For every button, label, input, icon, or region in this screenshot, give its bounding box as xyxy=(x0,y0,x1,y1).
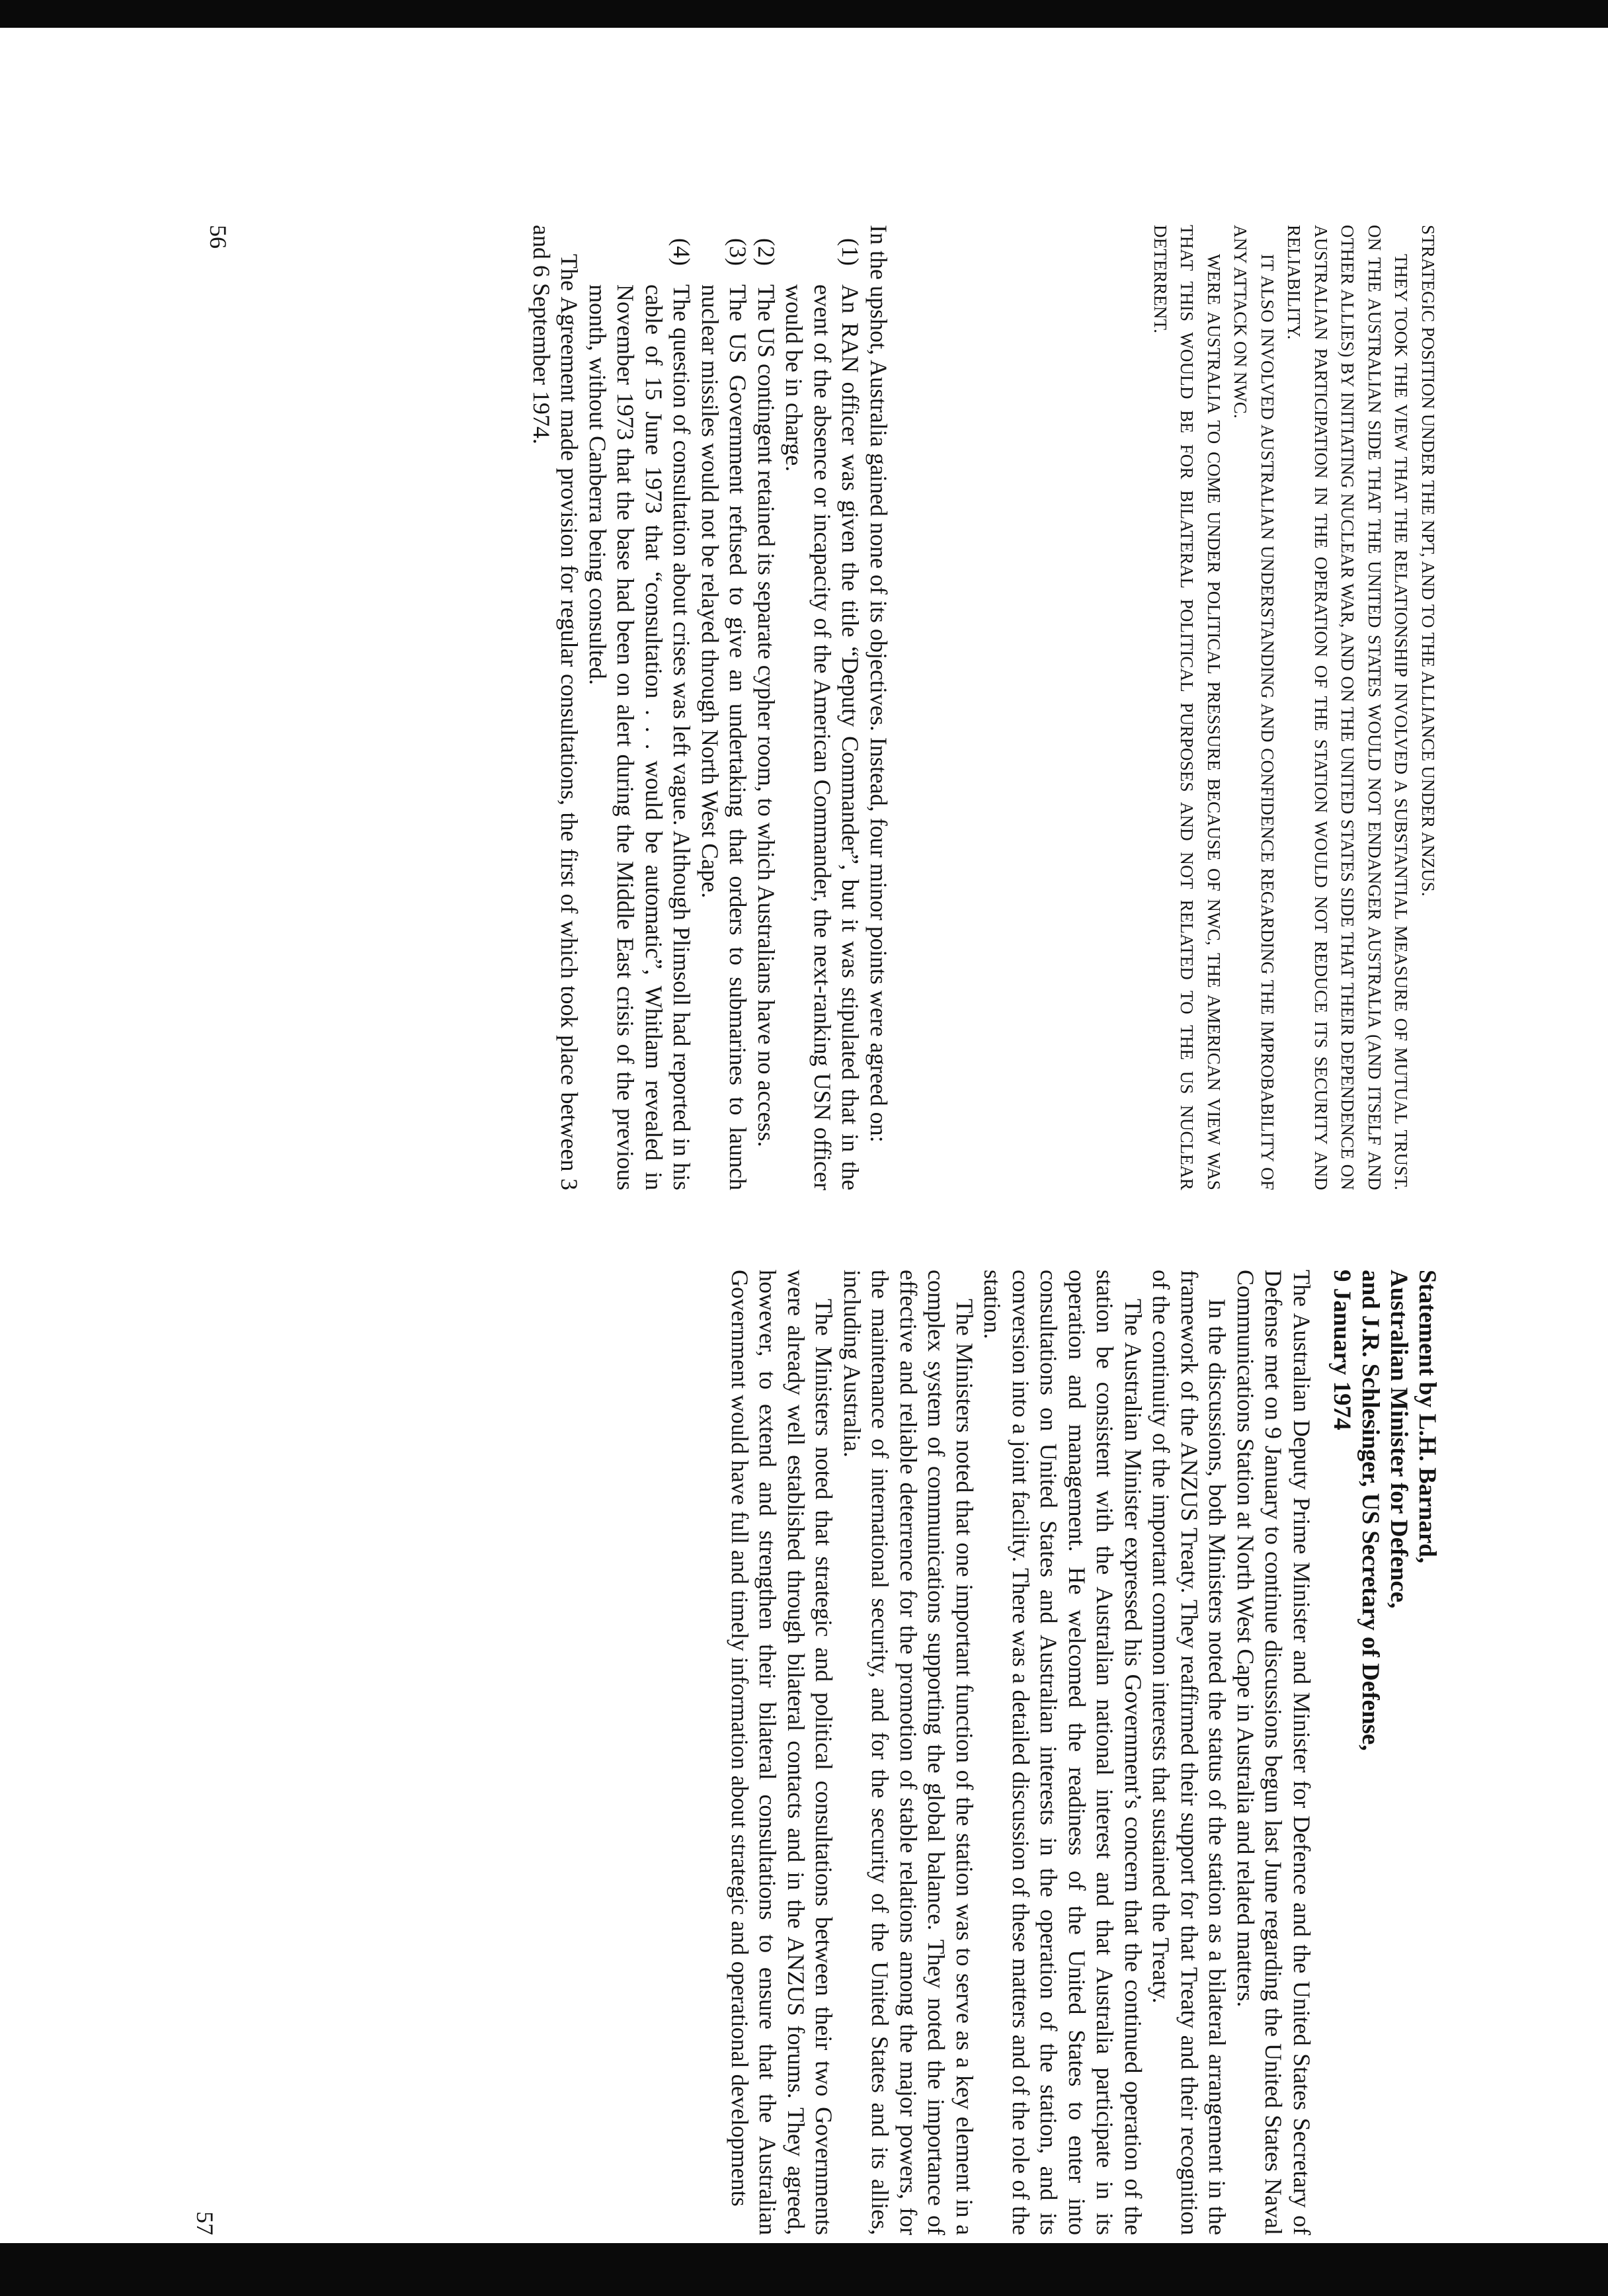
statement-title-line: 9 January 1974 xyxy=(1328,1270,1355,1430)
agreed-points-list xyxy=(584,225,865,1190)
scan-edge-top xyxy=(0,0,1608,28)
list-item xyxy=(780,225,865,1190)
page-56 xyxy=(198,225,1441,1190)
statement-title-line: Statement by L.H. Barnard, xyxy=(1414,1270,1441,1563)
intro-paragraph: In the upshot, Australia gained none of its objectives. Instead, four minor points were agreed on: xyxy=(865,225,892,1143)
closing-paragraph: The Agreement made provision for regular consultations, the first of which took place between 3 and 6 September 1974. xyxy=(528,225,583,1190)
statement-title-line: Australian Minister for Defence, xyxy=(1385,1270,1412,1609)
list-item-text: The US contingent retained its separate cypher room, to which Australians have no access. xyxy=(753,284,780,1147)
caps-paragraph: THEY TOOK THE VIEW THAT THE RELATIONSHIP INVOLVED A SUBSTANTIAL MEASURE OF MUTUAL TRUST. ON THE AUSTRALIAN SIDE THAT THE UNITED STATES WOULD NOT ENDANGER AUSTRALIA (AND ITSELF AND OTHER ALLIES) BY INITIATING NUCLEAR WAR, AND ON THE UNITED STATES SIDE THAT THEIR DEPENDENCE ON AUSTRALIAN PARTICIPATION IN THE OPERATION OF THE STATION WOULD NOT REDUCE ITS SECURITY AND RELIABILITY. xyxy=(1284,225,1412,1190)
statement-paragraph: The Ministers noted that one important function of the station was to serve as a key element in a complex system of communications supporting the global balance. They noted the importance of effective and reliable deterrence for the promotion of stable relations among the major powers, for the maintenance of international security, and for the security of the United States and its allies, including Australia. xyxy=(839,1270,978,2235)
list-item-text: The US Government refused to give an undertaking that orders to submarines to launch nuclear missiles would not be relayed through North West Cape. xyxy=(697,284,752,1190)
list-item-text: An RAN officer was given the title “Deputy Commander”, but it was stipulated that in the event of the absence or incapacity of the American Commander, the next-ranking USN officer would be in charge. xyxy=(781,284,864,1190)
body-block xyxy=(528,225,893,1190)
list-item xyxy=(584,225,696,1190)
list-item-number: (2) xyxy=(753,238,780,266)
caps-paragraph: WERE AUSTRALIA TO COME UNDER POLITICAL PRESSURE BECAUSE OF NWC, THE AMERICAN VIEW WAS THAT THIS WOULD BE FOR BILATERAL POLITICAL PURPOSES AND NOT RELATED TO THE US NUCLEAR DETERRENT. xyxy=(1150,225,1224,1190)
list-item-number: (4) xyxy=(668,238,696,266)
list-item xyxy=(696,225,752,1190)
page-57 xyxy=(192,1270,1441,2235)
statement-paragraph: The Ministers noted that strategic and political consultations between their two Governments were already well established through bilateral contacts and in the ANZUS forums. They agreed, however, to extend and strengthen their bilateral consultations to ensure that the Australian Government would have full and timely information about strategic and operational developments xyxy=(727,1270,838,2235)
statement-paragraph: The Australian Minister expressed his Government’s concern that the continued operation of the station be consistent with the Australian national interest and that Australia participate in its operation and management. He welcomed the readiness of the United States to enter into consultations on United States and Australian interests in the operation of the station, and its conversion into a joint facility. There was a detailed discussion of these matters and of the role of the station. xyxy=(979,1270,1146,2235)
list-item-text: The question of consultation about crises was left vague. Although Plimsoll had reported in his cable of 15 June 1973 that “consultation . . . would be automatic”, Whitlam revealed in November 1973 that the base had been on alert during the Middle East crisis of the previous month, without Canberra being consulted. xyxy=(584,284,696,1190)
statement-paragraph: In the discussions, both Ministers noted the status of the station as a bilateral arrangement in the framework of the ANZUS Treaty. They reaffirmed their support for that Treaty and their recognition of the continuity of the important common interests that sustained the Treaty. xyxy=(1148,1270,1231,2235)
caps-paragraph: STRATEGIC POSITION UNDER THE NPT, AND TO THE ALLIANCE UNDER ANZUS. xyxy=(1418,225,1438,897)
caps-quotation-block xyxy=(1147,225,1442,1190)
page-number: 57 xyxy=(192,2211,218,2235)
list-item-number: (3) xyxy=(725,238,752,266)
page-number: 56 xyxy=(205,225,231,249)
scan-edge-bottom xyxy=(0,2243,1608,2296)
list-item xyxy=(752,225,781,1190)
statement-paragraph: The Australian Deputy Prime Minister and Minister for Defence and the United States Secretary of Defense met on 9 January to continue discussions begun last June regarding the United States Naval Communications Station at North West Cape in Australia and related matters. xyxy=(1232,1270,1315,2235)
statement-title-line: and J.R. Schlesinger, US Secretary of Defense, xyxy=(1357,1270,1384,1751)
caps-paragraph: IT ALSO INVOLVED AUSTRALIAN UNDERSTANDING AND CONFIDENCE REGARDING THE IMPROBABILITY OF ANY ATTACK ON NWC. xyxy=(1230,225,1277,1190)
statement-title xyxy=(1328,1270,1441,2235)
list-item-number: (1) xyxy=(837,238,864,266)
